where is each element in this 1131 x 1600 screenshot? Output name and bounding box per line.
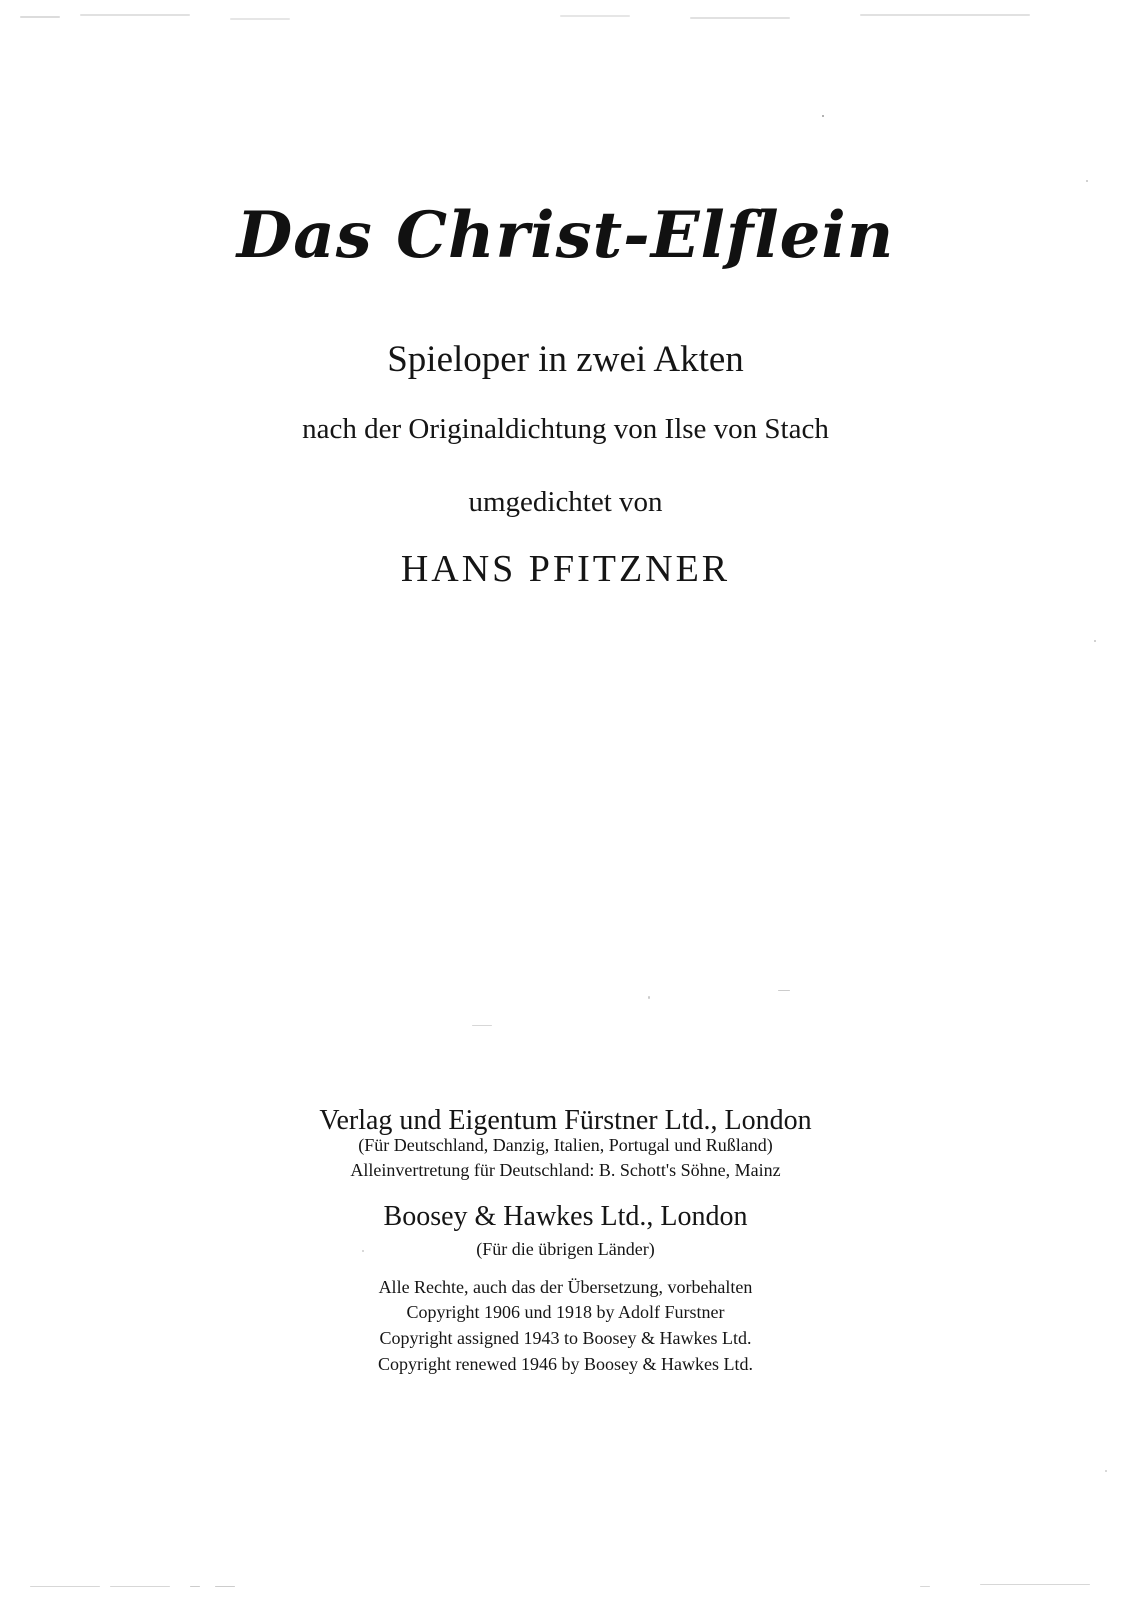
speck [648, 996, 650, 999]
reworked-by-label: umgedichtet von [468, 486, 663, 518]
rights-reserved-line: Alle Rechte, auch das der Übersetzung, vorbehalten [378, 1277, 753, 1297]
speck [472, 1025, 492, 1026]
speck [778, 990, 790, 991]
opera-title: Das Christ-Elflein [236, 198, 895, 273]
scan-noise-top [0, 0, 1131, 30]
speck [1094, 640, 1096, 642]
source-text-credit: nach der Originaldichtung von Ilse von Stach [302, 413, 829, 445]
scan-noise-bottom [0, 1570, 1131, 1600]
opera-subtitle: Spieloper in zwei Akten [387, 339, 744, 380]
publisher-agency: Alleinvertretung für Deutschland: B. Schott's Söhne, Mainz [350, 1160, 781, 1180]
speck [1086, 180, 1088, 182]
publisher2-line: Boosey & Hawkes Ltd., London [383, 1201, 748, 1232]
copyright-line: Copyright assigned 1943 to Boosey & Hawkes Ltd. [379, 1328, 752, 1348]
publisher2-territories: (Für die übrigen Länder) [476, 1239, 655, 1259]
speck [1105, 1470, 1107, 1472]
speck [362, 1250, 364, 1252]
speck [822, 115, 824, 117]
publisher-territories: (Für Deutschland, Danzig, Italien, Portugal und Rußland) [358, 1135, 773, 1155]
copyright-line: Copyright renewed 1946 by Boosey & Hawkes Ltd. [378, 1354, 753, 1374]
publisher-line: Verlag und Eigentum Fürstner Ltd., London [319, 1105, 812, 1136]
copyright-line: Copyright 1906 und 1918 by Adolf Furstner [406, 1302, 725, 1322]
author-name: HANS PFITZNER [400, 548, 731, 590]
